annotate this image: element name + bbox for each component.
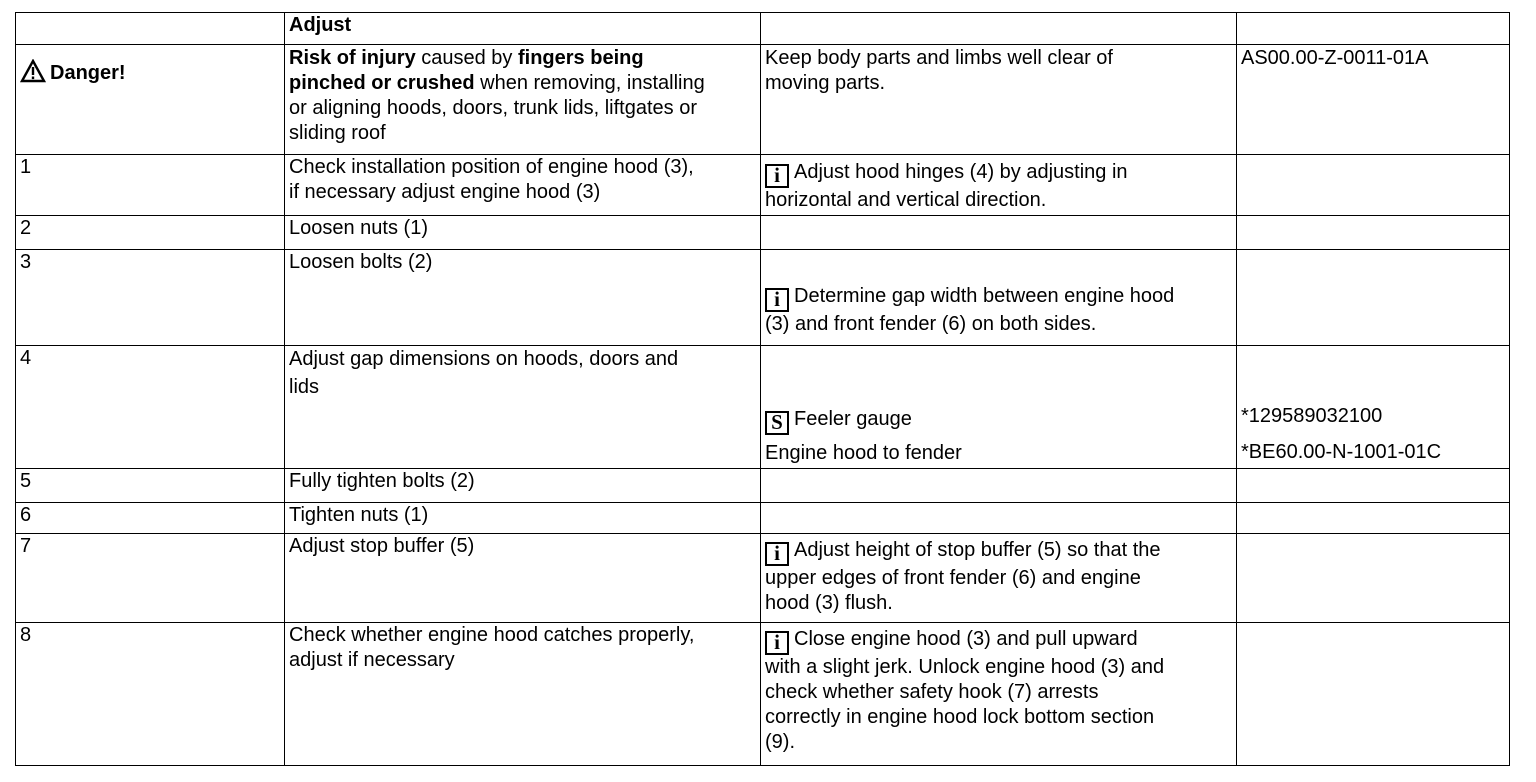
info-icon: i (765, 631, 789, 655)
step-number: 7 (16, 534, 285, 623)
danger-description-cell (285, 45, 761, 155)
step-row-4 (16, 346, 1510, 469)
danger-note-line-1: Keep body parts and limbs well clear of (765, 47, 1113, 69)
danger-fingers-text: fingers being (518, 47, 644, 69)
info-icon: i (765, 288, 789, 312)
danger-note-line-2: moving parts. (765, 72, 886, 94)
step-note-cell (761, 623, 1237, 766)
step-note-line: with a slight jerk. Unlock engine hood (3) and (765, 656, 1165, 678)
danger-reference-cell: AS00.00-Z-0011-01A (1237, 45, 1510, 155)
procedure-table (15, 12, 1510, 766)
step-reference-cell (1237, 250, 1510, 346)
step-action-line: Adjust gap dimensions on hoods, doors and (289, 348, 679, 370)
header-step-cell (16, 13, 285, 45)
danger-risk-text: Risk of injury (289, 47, 416, 69)
step-note-text: Adjust hood hinges (4) by adjusting in (794, 161, 1128, 183)
step-note-line (765, 284, 1232, 312)
step-action-line: Check installation position of engine hood (3), (289, 156, 694, 178)
step-row-7 (16, 534, 1510, 623)
step-row-1 (16, 155, 1510, 216)
step-number: 6 (16, 503, 285, 534)
step-note-line: (9). (765, 731, 795, 753)
info-icon: i (765, 542, 789, 566)
step-row-5 (16, 469, 1510, 503)
step-note-cell (761, 346, 1237, 469)
step-note-line: (3) and front fender (6) on both sides. (765, 313, 1097, 335)
step-row-8 (16, 623, 1510, 766)
header-action-cell: Adjust (285, 13, 761, 45)
step-number: 1 (16, 155, 285, 216)
step-action-line: adjust if necessary (289, 649, 455, 671)
step-action-cell: Tighten nuts (1) (285, 503, 761, 534)
header-reference-cell (1237, 13, 1510, 45)
step-note-cell (761, 503, 1237, 534)
header-notes-cell (761, 13, 1237, 45)
warning-triangle-icon (20, 59, 46, 90)
danger-label-cell (16, 45, 285, 155)
step-reference-line: *BE60.00-N-1001-01C (1241, 441, 1442, 463)
danger-label: Danger! (50, 62, 126, 84)
step-note-text: Adjust height of stop buffer (5) so that the (794, 539, 1161, 561)
step-note-cell (761, 534, 1237, 623)
step-number: 4 (16, 346, 285, 469)
step-note-line: Engine hood to fender (765, 442, 962, 464)
step-note-line: upper edges of front fender (6) and engine (765, 567, 1141, 589)
step-action-cell: Fully tighten bolts (2) (285, 469, 761, 503)
step-note-cell (761, 250, 1237, 346)
step-reference-cell (1237, 469, 1510, 503)
step-number: 5 (16, 469, 285, 503)
danger-note-cell (761, 45, 1237, 155)
step-action-cell: Adjust stop buffer (5) (285, 534, 761, 623)
step-note-line: check whether safety hook (7) arrests (765, 681, 1099, 703)
step-note-cell (761, 155, 1237, 216)
step-reference-cell (1237, 346, 1510, 469)
danger-removing-text: when removing, installing (474, 72, 705, 94)
danger-row (16, 45, 1510, 155)
step-row-3 (16, 250, 1510, 346)
step-action-cell (285, 346, 761, 469)
step-note-text: Determine gap width between engine hood (794, 285, 1175, 307)
danger-caused-text: caused by (415, 47, 518, 69)
step-reference-cell (1237, 623, 1510, 766)
step-action-line: lids (289, 376, 320, 398)
step-note-line: horizontal and vertical direction. (765, 189, 1047, 211)
step-note-line (765, 407, 1232, 435)
step-reference-cell (1237, 216, 1510, 250)
step-note-line: hood (3) flush. (765, 592, 893, 614)
step-note-line (765, 627, 1232, 655)
info-icon: i (765, 164, 789, 188)
step-reference-cell (1237, 503, 1510, 534)
step-row-6 (16, 503, 1510, 534)
header-row (16, 13, 1510, 45)
step-action-line: if necessary adjust engine hood (3) (289, 181, 601, 203)
step-number: 2 (16, 216, 285, 250)
step-reference-cell (1237, 534, 1510, 623)
danger-line-2 (289, 71, 756, 96)
step-note-text: Feeler gauge (794, 408, 912, 430)
danger-line-3: or aligning hoods, doors, trunk lids, liftgates or (289, 97, 697, 119)
step-note-text: Close engine hood (3) and pull upward (794, 628, 1138, 650)
step-action-cell (285, 623, 761, 766)
step-reference-cell (1237, 155, 1510, 216)
step-note-cell (761, 469, 1237, 503)
step-note-line: correctly in engine hood lock bottom section (765, 706, 1155, 728)
step-note-cell (761, 216, 1237, 250)
step-reference-line: *129589032100 (1241, 405, 1383, 427)
step-note-line (765, 160, 1232, 188)
step-note-line (765, 538, 1232, 566)
step-action-line: Check whether engine hood catches properly, (289, 624, 695, 646)
danger-pinched-text: pinched or crushed (289, 72, 475, 94)
danger-line-4: sliding roof (289, 122, 386, 144)
step-number: 3 (16, 250, 285, 346)
step-row-2 (16, 216, 1510, 250)
step-action-cell: Loosen bolts (2) (285, 250, 761, 346)
special-tool-icon: S (765, 411, 789, 435)
danger-line-1 (289, 46, 756, 71)
step-number: 8 (16, 623, 285, 766)
step-action-cell (285, 155, 761, 216)
step-action-cell: Loosen nuts (1) (285, 216, 761, 250)
